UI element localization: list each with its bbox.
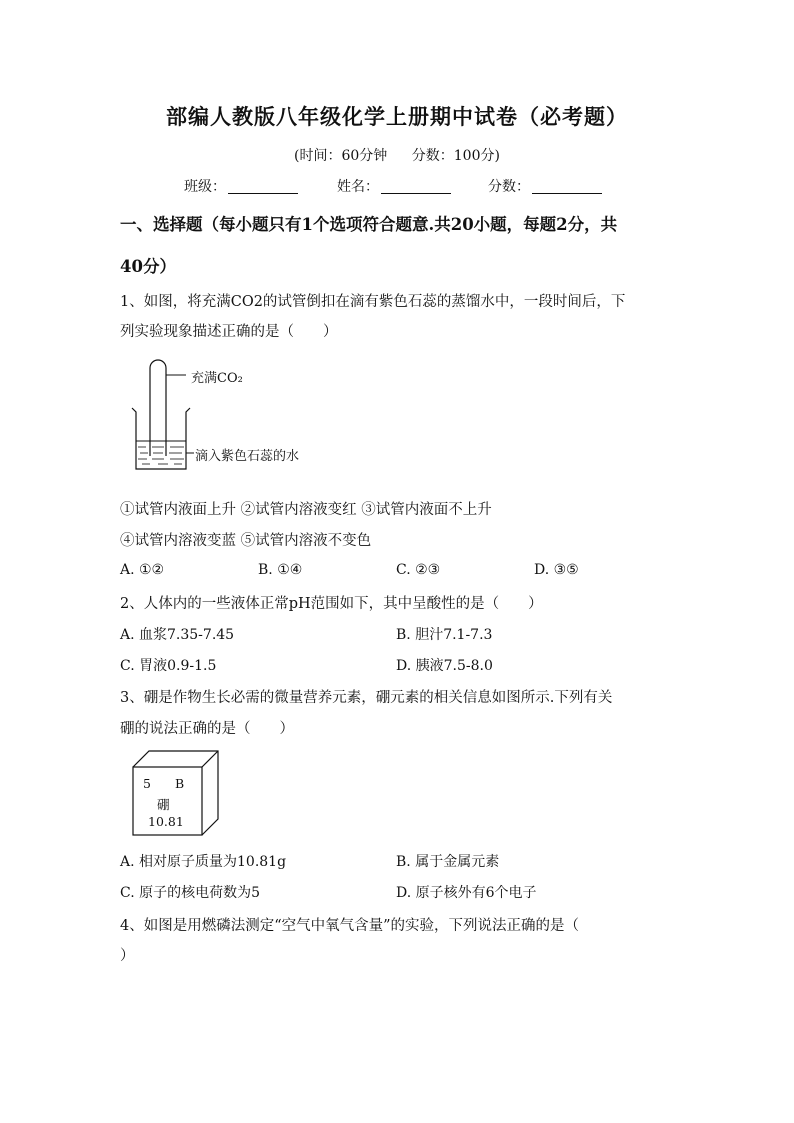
exam-total-score: 分数：100分) [411,148,500,164]
name-field: 姓名： [337,176,451,196]
q1-figure-label-water: 滴入紫色石蕊的水 [195,449,300,464]
q3-element-name: 硼 [157,797,170,812]
q3-element-number: 5 [143,776,151,791]
section-heading-line1: 一、选择题（每小题只有1个选项符合题意.共20小题，每题2分，共 [120,215,618,234]
q3-stem-line1: 3、硼是作物生长必需的微量营养元素，硼元素的相关信息如图所示.下列有关 [120,690,613,706]
q3-element-mass: 10.81 [148,814,184,829]
q1-test-tube-figure [128,356,198,474]
section-heading-line2: 40分） [120,257,176,276]
q4-stem-line2: ） [120,948,135,964]
exam-subtitle [0,145,794,165]
q2-stem: 2、人体内的一些液体正常pH范围如下，其中呈酸性的是（ ） [120,596,543,612]
q1-option-d: D. ③⑤ [534,562,579,578]
q1-statements-line2: ④试管内溶液变蓝 ⑤试管内溶液不变色 [120,533,372,549]
page-title: 部编人教版八年级化学上册期中试卷（必考题） [166,104,628,129]
q2-option-b: B. 胆汁7.1-7.3 [396,627,493,643]
q2-option-d: D. 胰液7.5-8.0 [396,658,493,674]
exam-time: (时间：60分钟 [294,148,388,164]
q2-option-c: C. 胃液0.9-1.5 [120,658,217,674]
q3-option-a: A. 相对原子质量为10.81g [120,854,287,870]
q1-stem-line1: 1、如图，将充满CO2的试管倒扣在滴有紫色石蕊的蒸馏水中，一段时间后，下 [120,294,626,310]
q2-option-a: A. 血浆7.35-7.45 [120,627,235,643]
q3-element-symbol: B [175,776,185,791]
q1-stem-line2: 列实验现象描述正确的是（ ） [120,324,338,340]
q1-option-b: B. ①④ [258,562,303,578]
q3-option-b: B. 属于金属元素 [396,854,500,870]
class-field: 班级： [184,176,298,196]
q1-statements-line1: ①试管内液面上升 ②试管内溶液变红 ③试管内液面不上升 [120,502,492,518]
q4-stem-line1: 4、如图是用燃磷法测定“空气中氧气含量”的实验，下列说法正确的是（ [120,918,580,934]
q1-option-c: C. ②③ [396,562,441,578]
q1-option-a: A. ①② [120,562,165,578]
q1-figure-label-co2: 充满CO₂ [191,371,243,386]
q3-option-d: D. 原子核外有6个电子 [396,885,537,901]
score-field: 分数： [488,176,602,196]
q3-option-c: C. 原子的核电荷数为5 [120,885,261,901]
q3-stem-line2: 硼的说法正确的是（ ） [120,721,294,737]
